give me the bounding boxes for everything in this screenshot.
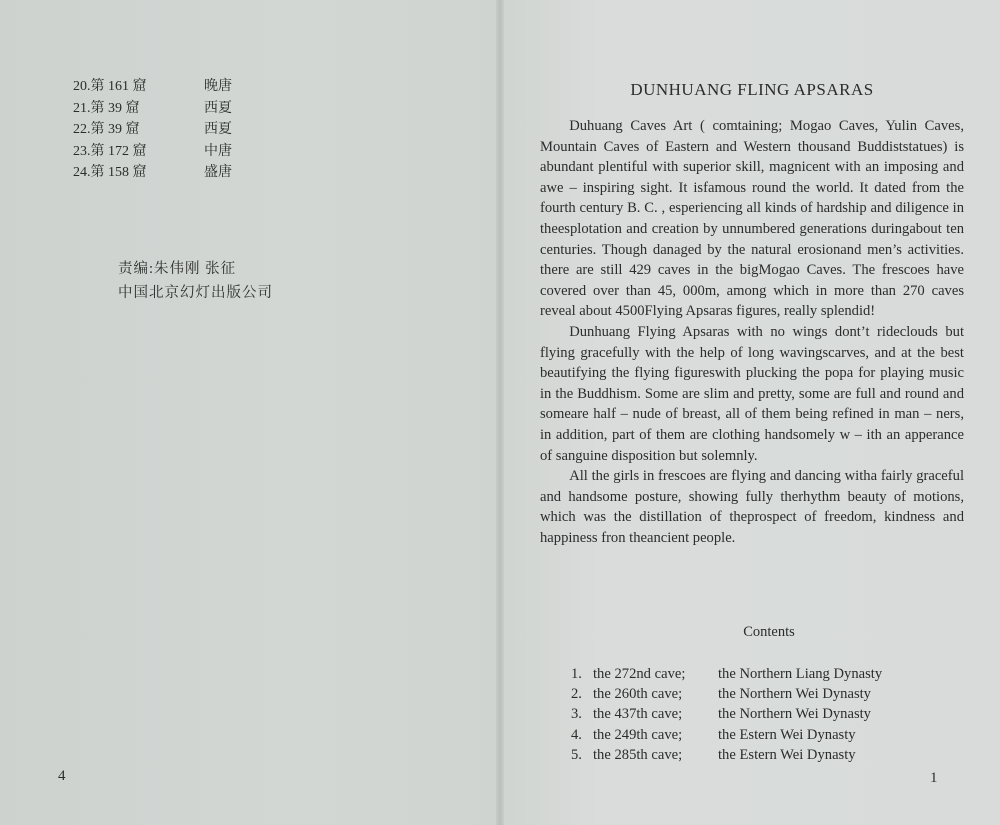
contents-cave: the 437th cave; — [593, 706, 683, 723]
caption-era: 西夏 — [204, 122, 232, 137]
paragraph: Dunhuang Flying Apsaras with no wings dont’t rideclouds but flying gracefully with the help of long wavingscarves, and at the best beautifying the flying figureswith plucking the popa for playing music in the Buddhism. Some are slim and pretty, some are full and round and someare half – nude of breast, all of them being refined in man – ners, in addition, part of them are clothing handsomely w – ith an apperance of sanguine disposition but solemnly. — [540, 323, 964, 464]
contents-row — [571, 664, 882, 684]
contents-cave: the 285th cave; — [593, 746, 683, 763]
paragraph: All the girls in frescoes are flying and dancing witha fairly graceful and handsome posture, showing fully therhythm beauty of motions, which was the distillation of theprospect of freedom, kindness and happiness fron theancient people. — [540, 468, 964, 546]
contents-dynasty: the Northern Wei Dynasty — [718, 686, 871, 703]
contents-dynasty: the Northern Liang Dynasty — [718, 666, 883, 682]
body-text — [540, 116, 964, 548]
caption-row — [73, 76, 273, 98]
caption-row — [73, 141, 273, 163]
contents-index: 3. — [571, 706, 582, 723]
caption-cave-number: 23.第 172 窟 — [73, 143, 147, 159]
caption-era: 晚唐 — [204, 79, 232, 94]
caption-cave-number: 20.第 161 窟 — [73, 79, 147, 94]
contents-row — [571, 704, 882, 724]
contents-index: 4. — [571, 726, 582, 743]
caption-era: 西夏 — [204, 100, 232, 116]
caption-row — [73, 98, 273, 120]
contents-index: 5. — [571, 746, 582, 763]
caption-cave-number: 22.第 39 窟 — [73, 122, 140, 137]
contents-index: 1. — [571, 666, 582, 682]
contents-heading: Contents — [743, 624, 795, 640]
caption-row — [73, 119, 273, 141]
contents-row — [571, 745, 882, 765]
page-number-left: 4 — [58, 768, 66, 784]
contents-list — [571, 664, 882, 765]
contents-cave: the 249th cave; — [593, 726, 683, 743]
caption-cave-number: 21.第 39 窟 — [73, 100, 140, 116]
contents-dynasty: the Northern Wei Dynasty — [718, 706, 871, 723]
contents-cave: the 272nd cave; — [593, 666, 686, 682]
contents-cave: the 260th cave; — [593, 686, 683, 703]
contents-row — [571, 684, 882, 704]
caption-row — [73, 162, 273, 184]
paragraph: Duhuang Caves Art ( comtaining; Mogao Caves, Yulin Caves, Mountain Caves of Eastern and Western thousand Buddiststatues) is abundant plentiful with superior skill, magnicent with an imposing and awe – inspiring sight. It isfamous round the world. It dated from the fourth century B. C. , esperiencing all kinds of hardship and diligence in theesplotation and creation by unnumbered generations duringabout ten centuries. Though danaged by the natural erosionand men’s activities. there are still 429 caves in the bigMogao Caves. The frescoes have covered over than 45, 000m, among which in more than 270 caves reveal about 4500Flying Apsaras figures, really splendid! — [540, 118, 964, 320]
contents-row — [571, 725, 882, 745]
contents-index: 2. — [571, 686, 582, 703]
caption-era: 中唐 — [204, 143, 232, 159]
contents-dynasty: the Estern Wei Dynasty — [718, 726, 856, 743]
contents-dynasty: the Estern Wei Dynasty — [718, 746, 856, 763]
book-gutter — [496, 0, 504, 825]
caption-list — [73, 76, 273, 184]
page-number-right: 1 — [930, 770, 938, 786]
page-title: DUNHUANG FLING APSARAS — [630, 80, 874, 99]
editors-line: 责编:朱伟刚 张征 — [118, 261, 237, 277]
caption-cave-number: 24.第 158 窟 — [73, 165, 147, 180]
publisher-line: 中国北京幻灯出版公司 — [118, 285, 273, 301]
caption-era: 盛唐 — [204, 165, 232, 180]
credits — [118, 257, 273, 305]
